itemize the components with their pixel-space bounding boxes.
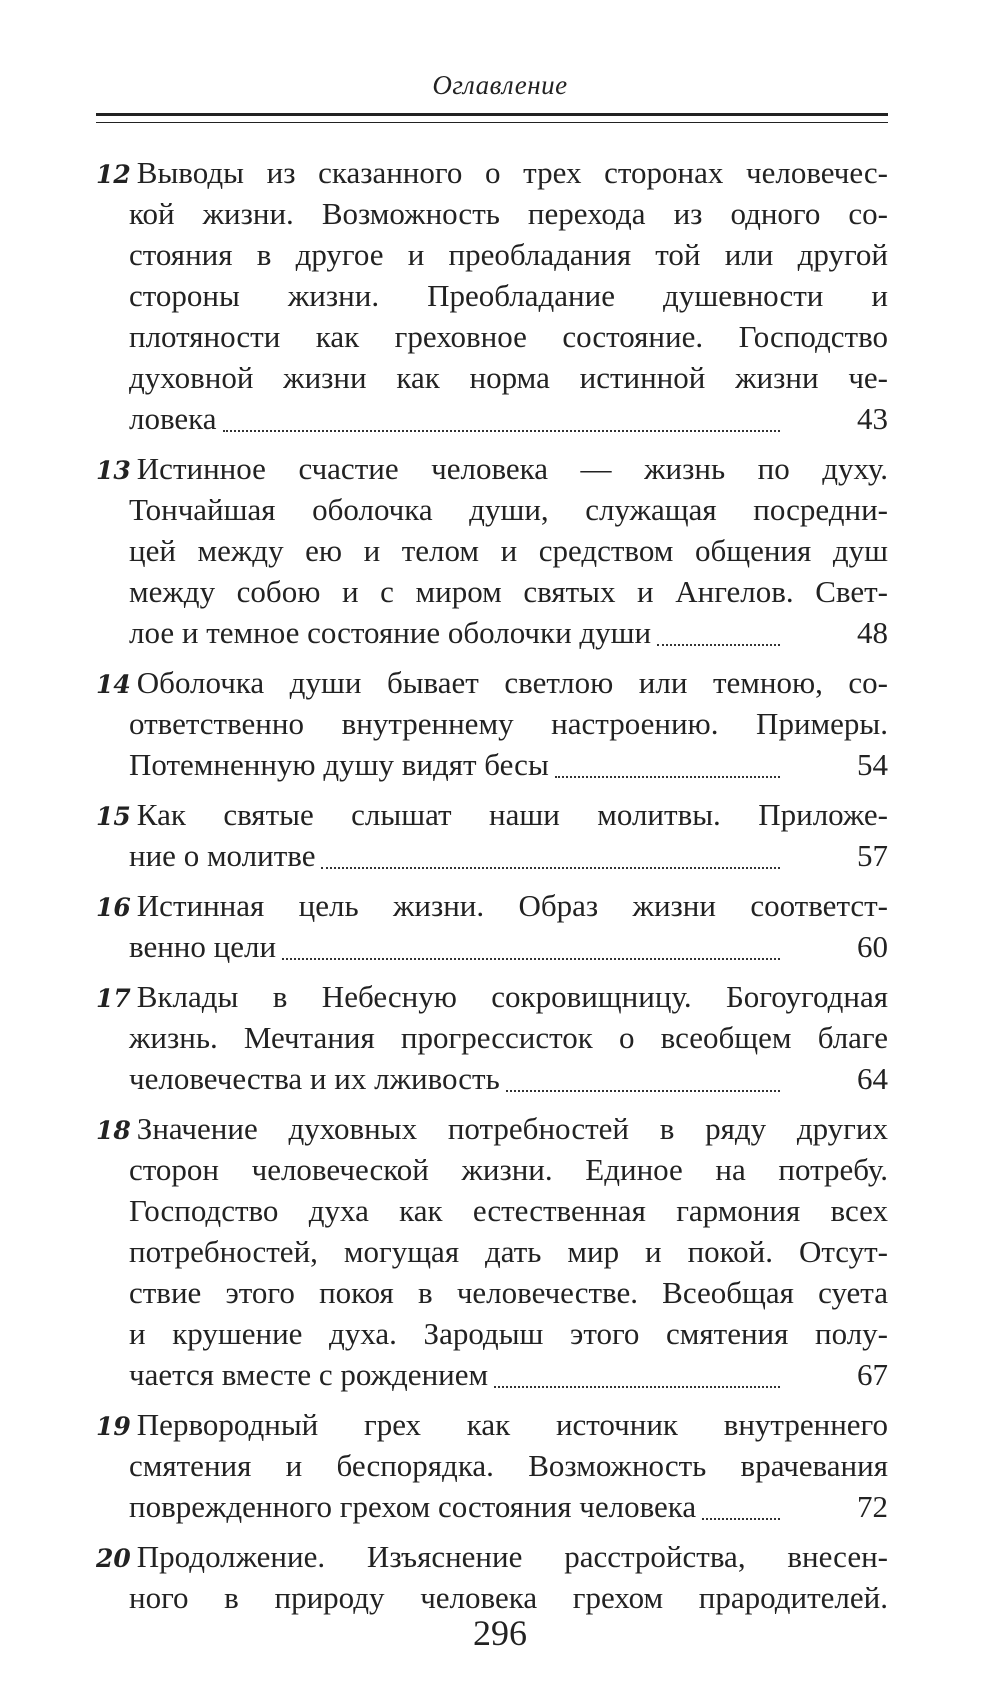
- chapter-title-text: цей между ею и телом и средством общения душ: [129, 533, 888, 568]
- chapter-title-text: поврежденного грехом состояния человека: [129, 1489, 697, 1524]
- dot-leader: [506, 1089, 780, 1092]
- chapter-title-text: жизнь. Мечтания прогрессисток о всеобщем благе: [129, 1020, 888, 1055]
- chapter-title-text: Истинное счастие человека — жизнь по духу.: [136, 451, 888, 486]
- chapter-title-text: Господство духа как естественная гармония всех: [129, 1193, 888, 1228]
- toc-entry-last-line: [96, 612, 888, 653]
- dot-leader: [494, 1385, 780, 1388]
- chapter-title-text: Тончайшая оболочка души, служащая посредни-: [129, 492, 888, 527]
- toc-entry-line: [96, 1149, 888, 1190]
- toc-entry: [96, 976, 888, 1099]
- toc-entry-line: [96, 234, 888, 275]
- dot-leader: [321, 866, 780, 869]
- toc-entry-last-line: [96, 1058, 888, 1099]
- chapter-number: 14: [96, 670, 131, 699]
- toc-entry-last-line: [96, 398, 888, 439]
- chapter-title-text: стояния в другое и преобладания той или другой: [129, 237, 888, 272]
- toc-entry-line: [96, 1445, 888, 1486]
- toc-entry-line: [96, 193, 888, 234]
- chapter-title-text: Потемненную душу видят бесы: [129, 747, 549, 782]
- chapter-title-text: Продолжение. Изъяснение расстройства, внесен-: [136, 1539, 888, 1574]
- toc-entry-line: [96, 1231, 888, 1272]
- chapter-number: 20: [96, 1544, 131, 1573]
- chapter-title-text: ловека: [129, 401, 217, 436]
- chapter-title-text: стороны жизни. Преобладание душевности и: [129, 278, 888, 313]
- toc-entry-last-line: [96, 1486, 888, 1527]
- toc-entry-line: [96, 448, 888, 489]
- toc-page-number: 67: [857, 1357, 888, 1392]
- dot-leader: [223, 429, 780, 432]
- toc-entry: [96, 152, 888, 439]
- toc-page-number: 60: [857, 929, 888, 964]
- chapter-title-text: человечества и их лживость: [129, 1061, 500, 1096]
- chapter-title-text: ного в природу человека грехом прародителей.: [129, 1580, 888, 1615]
- dot-leader: [702, 1517, 780, 1520]
- toc-entry: [96, 794, 888, 876]
- toc-entry-line: [96, 1272, 888, 1313]
- toc-entry-line: [96, 703, 888, 744]
- toc-entry-line: [96, 571, 888, 612]
- chapter-number: 17: [96, 984, 131, 1013]
- chapter-number: 12: [96, 160, 131, 189]
- toc-entry-line: [96, 316, 888, 357]
- chapter-title-text: потребностей, могущая дать мир и покой. Отсут-: [129, 1234, 888, 1269]
- toc-entry: [96, 885, 888, 967]
- toc-entry-line: [96, 1404, 888, 1445]
- chapter-title-text: Выводы из сказанного о трех сторонах человечес-: [136, 155, 888, 190]
- toc-entry-line: [96, 275, 888, 316]
- running-header: Оглавление: [432, 70, 568, 100]
- toc-page-number: 57: [857, 838, 888, 873]
- chapter-title-text: Первородный грех как источник внутреннего: [136, 1407, 888, 1442]
- header-rule-thick: [96, 113, 888, 116]
- toc-entry-line: [96, 530, 888, 571]
- toc-entry-line: [96, 1017, 888, 1058]
- toc-entry-line: [96, 1536, 888, 1577]
- toc-entry-line: [96, 662, 888, 703]
- toc-entry-line: [96, 1108, 888, 1149]
- toc-page-number: 64: [857, 1061, 888, 1096]
- toc-entry-line: [96, 1313, 888, 1354]
- chapter-number: 16: [96, 893, 131, 922]
- toc-entry-line: [96, 794, 888, 835]
- dot-leader: [555, 775, 780, 778]
- toc-entry-line: [96, 1190, 888, 1231]
- chapter-title-text: Значение духовных потребностей в ряду других: [136, 1111, 888, 1146]
- chapter-title-text: кой жизни. Возможность перехода из одного со-: [129, 196, 888, 231]
- chapter-title-text: Истинная цель жизни. Образ жизни соответст-: [136, 888, 888, 923]
- toc-entry-last-line: [96, 744, 888, 785]
- toc-entry: [96, 1404, 888, 1527]
- toc-page-number: 54: [857, 747, 888, 782]
- chapter-title-text: сторон человеческой жизни. Единое на потребу.: [129, 1152, 888, 1187]
- chapter-title-text: венно цели: [129, 929, 277, 964]
- chapter-title-text: между собою и с миром святых и Ангелов. Свет-: [129, 574, 888, 609]
- chapter-title-text: и крушение духа. Зародыш этого смятения полу-: [129, 1316, 888, 1351]
- chapter-title-text: плотяности как греховное состояние. Господство: [129, 319, 888, 354]
- toc-entry-line: [96, 885, 888, 926]
- toc-entry: [96, 1108, 888, 1395]
- chapter-number: 19: [96, 1412, 131, 1441]
- chapter-title-text: Как святые слышат наши молитвы. Приложе-: [136, 797, 888, 832]
- chapter-title-text: духовной жизни как норма истинной жизни че-: [129, 360, 888, 395]
- header-rule-thin: [96, 122, 888, 123]
- toc-entry-line: [96, 976, 888, 1017]
- toc-entry-last-line: [96, 926, 888, 967]
- toc-page-number: 43: [857, 401, 888, 436]
- dot-leader: [657, 643, 780, 646]
- chapter-title-text: смятения и беспорядка. Возможность врачевания: [129, 1448, 888, 1483]
- table-of-contents: [96, 152, 888, 1627]
- toc-entry: [96, 662, 888, 785]
- toc-page-number: 48: [857, 615, 888, 650]
- chapter-title-text: Вклады в Небесную сокровищницу. Богоугодная: [136, 979, 888, 1014]
- chapter-title-text: ние о молитве: [129, 838, 316, 873]
- toc-entry-line: [96, 357, 888, 398]
- toc-entry: [96, 1536, 888, 1618]
- toc-entry-line: [96, 489, 888, 530]
- chapter-number: 18: [96, 1116, 131, 1145]
- page-number: 296: [473, 1613, 527, 1653]
- toc-entry-line: [96, 152, 888, 193]
- chapter-title-text: Оболочка души бывает светлою или темною, со-: [136, 665, 888, 700]
- chapter-number: 13: [96, 456, 131, 485]
- chapter-title-text: ствие этого покоя в человечестве. Всеобщая суета: [129, 1275, 888, 1310]
- toc-entry-last-line: [96, 1354, 888, 1395]
- chapter-title-text: чается вместе с рождением: [129, 1357, 489, 1392]
- toc-entry: [96, 448, 888, 653]
- dot-leader: [282, 957, 780, 960]
- chapter-title-text: ответственно внутреннему настроению. Примеры.: [129, 706, 888, 741]
- chapter-title-text: лое и темное состояние оболочки души: [129, 615, 652, 650]
- toc-entry-last-line: [96, 835, 888, 876]
- toc-page-number: 72: [857, 1489, 888, 1524]
- chapter-number: 15: [96, 802, 131, 831]
